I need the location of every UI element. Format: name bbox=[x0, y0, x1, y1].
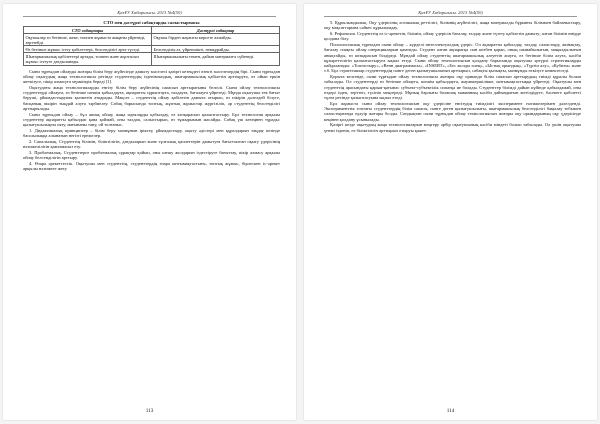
table-cell: Шығармашылығы төмен, дайын материалға сүйенеді. bbox=[152, 53, 280, 65]
table-row bbox=[24, 46, 280, 53]
table-cell: Оқушылар өз бетінше, жеке, топпен жұмыста жаңаны үйренеді, зерттейді. bbox=[24, 34, 152, 46]
table-row bbox=[24, 34, 280, 46]
paragraph: Бұл жұмыста сыни ойлау технологиясын оқу үдерісіне енгізудің тиімділігі эксперимент нәтижелерімен дәлелденді. Эксперименттік топтағы студенттердің білім сапасы, пәнге деген қызығушылығы, шығармашылық белсенділігі бақылау тобымен салыстырғанда едәуір жоғары болды. Сондықтан сыни тұрғыдан ойлау технологиясын жоғары оқу орындарының оқу үдерісінде кеңінен қолдану ұсынылады. bbox=[324, 100, 581, 122]
list-item: 5. Құрылымдылық. Оқу үдерісінің логикалық реттілігі, білімнің жүйелілігі, жаңа материалды бұрынғы біліммен байланыстыру, оқу мақсаттарына сәйкес құрылымдау. bbox=[324, 20, 581, 31]
page-number: 114 bbox=[446, 408, 455, 414]
table-row bbox=[24, 53, 280, 65]
list-item: 6. Рефлексия. Студенттің өз іс-әрекетін, білімін, ойлау үдерісін бағалау, талдау және түзету қабілетін дамыту; алған білімін өмірде қолдана білу. bbox=[324, 31, 581, 42]
right-page bbox=[304, 4, 597, 420]
page-header: ҚазҰУ Хабаршысы. 2013 №4(50) bbox=[324, 10, 577, 17]
paragraph: Психологиялық тұрғыдан сыни ойлау – күрделі интеллектуалдық үдеріс. Ол ақпаратты қабылдау, талдау, салыстыру, жинақтау, бағалау сияқты ойлау операцияларын қамтиды. Студент алған ақпаратқа сын көзбен қарап, оның шынайылығын, маңыздылығын анықтайды, өз көзқарасын білдіреді. Мұндай ойлау студенттің шығармашылық әлеуетін ашуға, өз бетінше білім алуға, кәсіби құзыреттілігін қалыптастыруға ықпал етеді. Сыни ойлау технологиясын қолдану барысында оқытушы әртүрлі стратегияларды пайдаланады: «Топтастыру», «Венн диаграммасы», «INSERT», «Бес жолды өлең», «Ыстық орындық», «Түртіп алу», «Кубизм» және т.б. Бұл стратегиялар студенттердің пәнге деген қызығушылығын арттырып, сабақты қызықты, мазмұнды өткізуге көмектеседі. bbox=[324, 42, 581, 74]
page-number: 113 bbox=[145, 408, 154, 414]
page-body bbox=[23, 20, 280, 404]
page-header: ҚазҰУ Хабаршысы. 2013 №4(50) bbox=[23, 10, 276, 17]
paragraph: Оқытудағы жаңа технологияларды енгізу білім беру жүйесінің сапасын арттыратыны белгілі. Сыни ойлау технологиясы студенттерді ойлауға, өз бетінше шешім қабылдауға, ақпаратты сұрыптауға, талдауға, бағалауға үйретеді. Мұнда оқытушы тек бағыт беруші, ұйымдастырушы қызметін атқарады. Мақсат – студенттің ойлау қабілетін дамыта отырып, өз пікірін дәлелдей білуге, басқаның пікірін тыңдай алуға тәрбиелеу. Сабақ барысында топтық, жұптық жұмыстар жүргізіліп, әр студенттің белсенділігі арттырылады. bbox=[23, 84, 280, 111]
list-item: 2. Сапалылық. Студенттің білімін, біліктілігін, дағдыларын және тұлғалық қасиеттерін дамытуға бағытталған оқыту үдерісінің нәтижелілігін қамтамасыз ету. bbox=[23, 138, 280, 150]
left-page bbox=[3, 4, 296, 420]
list-item: 3. Проблемалық. Студенттерге проблемалық сұрақтар қойып, оны шешу жолдарын іздестіруге бағыттау, пікір алмасу арқылы ойлау белсенділігін арттыру. bbox=[23, 149, 280, 161]
paragraph: Қазіргі кезде оқытудың жаңа технологияларын меңгеру әрбір оқытушының кәсіби міндеті болып табылады. Ол үшін оқытушы үнемі ізденіп, өз біліктілігін арттырып отыруы қажет. bbox=[324, 122, 581, 133]
table-cell: Шығармашылық қабілеттері артады, топпен және жұптасып жұмыс істеуге дағдыланады. bbox=[24, 53, 152, 65]
table-header-row bbox=[24, 27, 280, 34]
table-caption: СТО мен дәстүрлі сабақтарды салыстырмасы bbox=[103, 20, 200, 25]
table-cell: Белсенділік аз, үйреншікті, немқұрайды. bbox=[152, 46, 280, 53]
list-item: 4. Өзара әрекеттестік. Оқытушы мен студенттің, студенттердің өзара ынтымақтастығы, топтық жұмыс, бірлескен іс-әрекет арқылы нәтижеге жету. bbox=[23, 160, 280, 172]
paragraph: Қорыта келгенде, сыни тұрғыдан ойлау технологиясы жоғары оқу орнында білім сапасын арттырудың тиімді құралы болып табылады. Ол студенттерді өз бетінше ойлауға, шешім қабылдауға, жауапкершілікке, ынтымақтастыққа үйретеді. Оқытушы мен студенттің арасындағы қарым-қатынас субъект-субъектілік сипатқа ие болады. Студенттер білімді дайын күйінде қабылдамай, оны өздері іздеп, зерттеп, түсініп меңгереді. Мұның барлығы болашақ маманның кәсіби дайындығын жетілдіруге, бәсекеге қабілетті тұлға ретінде қалыптасуына ықпал етеді. bbox=[324, 74, 581, 100]
paragraph: Сыни тұрғыдан ойлауды жоғары білім беру жүйесінде дамыту мәселесі қазіргі кезеңдегі өзекті мәселелердің бірі. Сыни тұрғыдан ойлау оқытудың жаңа технологиясы ретінде студенттердің ізденімпаздық, шығармашылық қабілетін арттыруға, өз ойын еркін жеткізуге, пікір алмасуға мүмкіндік береді [1]. bbox=[23, 68, 280, 85]
list-item: 1. Дидактикалық принциптер – білім беру мазмұнын іріктеу, ұйымдастыру, оқыту әдістері мен құралдарын таңдау кезінде басшылыққа алынатын негізгі ережелер. bbox=[23, 127, 280, 139]
paragraph: Сыни тұрғыдан ойлау – бұл ашық ойлау, жаңа идеяларды қабылдау, өз көзқарасын қалыптастыру. Бұл технология арқылы студенттер ақпаратты қабылдап қана қоймай, оны талдап, салыстырып, өз тұжырымын жасайды. Сабақ үш кезеңнен тұрады: қызығушылықты ояту, мағынаны тану, ой толғаныс. bbox=[23, 111, 280, 128]
table-cell: Оқушы бірден жауапты көрсете алмайды. bbox=[152, 34, 280, 46]
table-header-cell: СТО сабақтары bbox=[24, 27, 152, 34]
comparison-table bbox=[23, 26, 280, 66]
table-cell: Өз бетінше жұмыс істеу қабілеттері, белсенділігі арта түседі. bbox=[24, 46, 152, 53]
table-header-cell: Дәстүрлі сабақтар bbox=[152, 27, 280, 34]
page-body bbox=[324, 20, 581, 404]
